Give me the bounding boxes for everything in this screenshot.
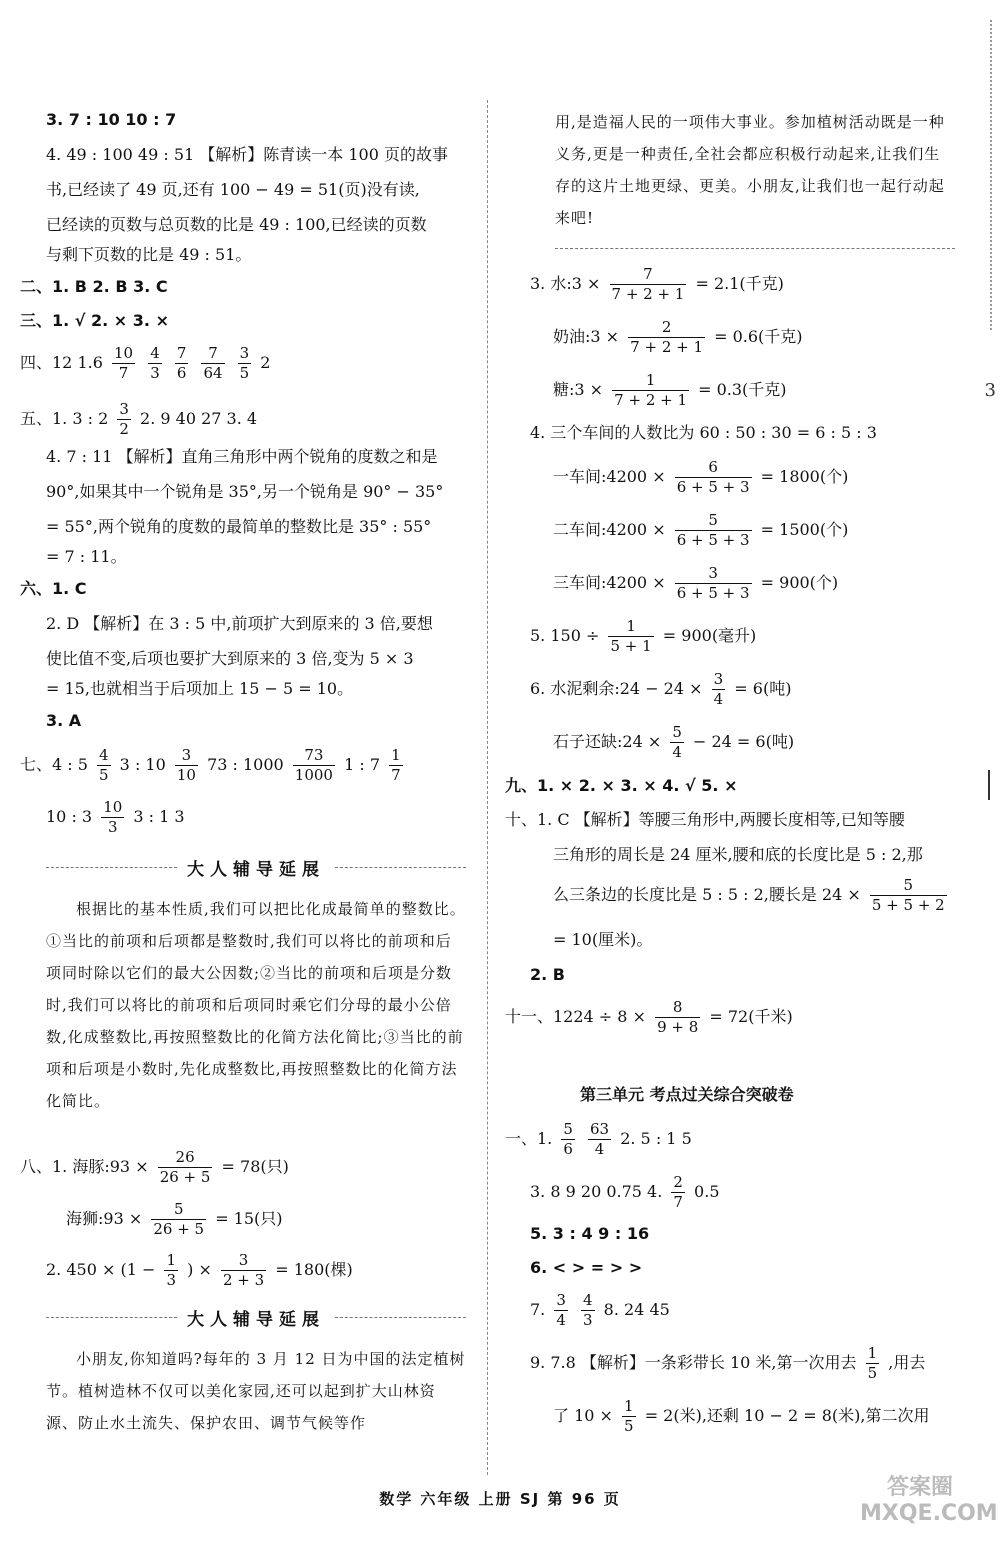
text: 2. 450 × (1 − (46, 1260, 156, 1279)
numerator: 4 (583, 1291, 593, 1309)
guidance-box-title (46, 855, 466, 880)
answer-line: 二、1. B 2. B 3. C (20, 277, 168, 296)
edge-dots (990, 20, 992, 330)
text: 6. 水泥剩余:24 − 24 × (530, 679, 703, 698)
text: = 900(个) (760, 573, 839, 592)
numerator: 1 (867, 1344, 878, 1362)
answer-line: 3. 7 : 10 10 : 7 (46, 110, 177, 129)
fraction (221, 1253, 266, 1288)
fraction (148, 346, 162, 381)
fraction (712, 672, 726, 707)
denominator: 1000 (294, 766, 333, 784)
text: 2. 9 40 27 3. 4 (140, 409, 258, 428)
denominator: 5 (99, 766, 109, 784)
fraction (293, 748, 335, 783)
denominator: 6 (176, 364, 187, 382)
text: = 180(棵) (275, 1260, 353, 1279)
answer-line-fractions (20, 346, 270, 381)
fraction (675, 460, 752, 495)
fraction (655, 1000, 700, 1035)
fraction (97, 748, 111, 783)
text: = 1800(个) (760, 467, 849, 486)
answer-line: 三、1. √ 2. × 3. × (20, 311, 169, 330)
guidance-text: 小朋友,你知道吗?每年的 3 月 12 日为中国的法定植树节。植树造林不仅可以美化家园,还可以起到扩大山林资源、防止水土流失、保护农田、调节气候等作 (46, 1350, 466, 1432)
answer-line-fractions (20, 402, 257, 437)
numerator: 1 (624, 1397, 634, 1415)
answer-line-fractions (530, 267, 784, 302)
text: 3 : 1 3 (133, 807, 185, 826)
denominator: 4 (556, 1311, 566, 1329)
text: 三车间:4200 × (553, 573, 666, 592)
fraction (581, 1293, 595, 1328)
answer-line: 已经读的页数与总页数的比是 49 : 100,已经读的页数 (46, 215, 427, 234)
denominator: 7 (118, 364, 129, 382)
denominator: 4 (594, 1140, 605, 1158)
fraction (610, 267, 687, 302)
fraction (628, 320, 705, 355)
numerator: 63 (590, 1120, 610, 1138)
answer-line: 书,已经读了 49 页,还有 100 − 49 = 51(页)没有读, (46, 180, 420, 199)
answer-line-fractions (505, 1122, 692, 1157)
numerator: 4 (150, 344, 160, 362)
answer-line: 三角形的周长是 24 厘米,腰和底的长度比是 5 : 2,那 (553, 845, 923, 864)
fraction (201, 346, 224, 381)
fraction (164, 1253, 178, 1288)
answer-line: 4. 7 : 11 【解析】直角三角形中两个锐角的度数之和是 (46, 447, 438, 466)
text: 四、12 1.6 (20, 353, 103, 372)
fraction (671, 1175, 685, 1210)
denominator: 3 (107, 818, 118, 836)
numerator: 7 (201, 346, 224, 364)
denominator: 5 + 5 + 2 (871, 896, 945, 914)
text: = 78(只) (221, 1157, 289, 1176)
numerator: 7 (176, 344, 187, 362)
answer-line-fractions (46, 800, 185, 835)
answer-line-fractions (530, 1293, 670, 1328)
denominator: 7 + 2 + 1 (630, 338, 704, 356)
text: = 6(吨) (734, 679, 792, 698)
answer-line: 使比值不变,后项也要扩大到原来的 3 倍,变为 5 × 3 (46, 649, 414, 668)
answer-line-fractions (553, 878, 951, 913)
dashed-rule (555, 248, 955, 249)
denominator: 5 (239, 364, 250, 382)
fraction (608, 619, 653, 654)
fraction (112, 346, 135, 381)
text: = 0.6(千克) (714, 327, 803, 346)
answer-line-fractions (553, 460, 848, 495)
text: = 900(毫升) (662, 626, 757, 645)
denominator: 7 (673, 1193, 683, 1211)
answer-line-fractions (553, 320, 803, 355)
text: 了 10 × (553, 1406, 613, 1425)
answer-line: = 10(厘米)。 (553, 930, 653, 949)
answer-line-fractions (46, 1253, 353, 1288)
fraction (622, 1399, 636, 1434)
answer-line-fractions (20, 748, 407, 783)
numerator: 4 (99, 746, 109, 764)
guidance-text: 根据比的基本性质,我们可以把比化成最简单的整数比。①当比的前项和后项都是整数时,我们可以将比的前项和后项同时除以它们的最大公因数;②当比的前项和后项是分数时,我们可以将比的前项和后项同时乘它们分母的最小公倍数,化成整数比,再按照整数比的化简方法化简比;③当比的前项和后项是小数时,先化成整数比,再按照整数比的化简方法化简比。 (46, 900, 466, 1110)
numerator: 10 (114, 344, 134, 362)
dashed-rule (335, 867, 466, 868)
guidance-title: 大人辅导延展 (187, 860, 325, 880)
numerator: 3 (119, 400, 129, 418)
fraction (151, 1202, 206, 1237)
numerator: 1 (166, 1251, 177, 1269)
watermark-logo: 答案圈 MXQE.COM (860, 1475, 998, 1526)
answer-line-fractions (20, 1150, 289, 1185)
text: 五、1. 3 : 2 (20, 409, 109, 428)
fraction (588, 1122, 611, 1157)
fraction (870, 878, 947, 913)
text: 海狮:93 × (66, 1209, 143, 1228)
numerator: 3 (175, 748, 198, 766)
text: 0.5 (694, 1182, 720, 1201)
text: 么三条边的长度比是 5 : 5 : 2,腰长是 24 × (553, 885, 861, 904)
text: = 0.3(千克) (698, 380, 787, 399)
text: 十一、1224 ÷ 8 × (505, 1007, 646, 1026)
text: 3. 水:3 × (530, 274, 601, 293)
text: 3. 8 9 20 0.75 4. (530, 1182, 663, 1201)
dashed-rule (46, 867, 177, 868)
fraction (238, 346, 252, 381)
denominator: 7 + 2 + 1 (611, 285, 685, 303)
numerator: 3 (239, 344, 250, 362)
text: 73 : 1000 (207, 755, 284, 774)
numerator: 2 (673, 1173, 683, 1191)
answer-line-fractions (553, 513, 848, 548)
fraction (612, 373, 689, 408)
dashed-rule (46, 1317, 177, 1318)
numerator: 3 (713, 670, 724, 688)
guidance-box-title (46, 1305, 466, 1330)
denominator: 7 (391, 766, 401, 784)
text: 一、1. (505, 1129, 553, 1148)
numerator: 1 (612, 373, 689, 391)
text: 奶油:3 × (553, 327, 620, 346)
denominator: 26 + 5 (153, 1220, 205, 1238)
text: 2. 5 : 1 5 (620, 1129, 692, 1148)
answer-line: 2. D 【解析】在 3 : 5 中,前项扩大到原来的 3 倍,要想 (46, 614, 433, 633)
answer-line: 4. 49 : 100 49 : 51 【解析】陈青读一本 100 页的故事 (46, 145, 448, 164)
text: 3 : 10 (119, 755, 166, 774)
fraction (158, 1150, 213, 1185)
answer-line-fractions (553, 1399, 929, 1434)
denominator: 7 + 2 + 1 (614, 391, 688, 409)
denominator: 6 + 5 + 3 (676, 584, 750, 602)
denominator: 6 + 5 + 3 (676, 478, 750, 496)
page-footer: 数学 六年级 上册 SJ 第 96 页 (379, 1490, 621, 1508)
denominator: 5 (867, 1364, 878, 1382)
denominator: 26 + 5 (159, 1168, 211, 1186)
denominator: 5 + 1 (610, 637, 652, 655)
text: 8. 24 45 (603, 1300, 670, 1319)
answer-line-fractions (530, 1346, 925, 1381)
numerator: 5 (675, 513, 752, 531)
fraction (675, 513, 752, 548)
guidance-title: 大人辅导延展 (187, 1310, 325, 1330)
denominator: 10 (176, 766, 196, 784)
answer-line-fractions (530, 1175, 720, 1210)
numerator: 1 (608, 619, 653, 637)
denominator: 4 (713, 690, 724, 708)
numerator: 6 (675, 460, 752, 478)
numerator: 5 (151, 1202, 206, 1220)
answer-line-fractions (553, 566, 838, 601)
text: 二车间:4200 × (553, 520, 666, 539)
fraction (670, 725, 684, 760)
dashed-rule (335, 1317, 466, 1318)
answer-line: 与剩下页数的比是 49 : 51。 (46, 245, 252, 264)
text: 7. (530, 1300, 546, 1319)
fraction (175, 346, 189, 381)
text: = 1500(个) (760, 520, 849, 539)
fraction (866, 1346, 880, 1381)
answer-line: 十、1. C 【解析】等腰三角形中,两腰长度相等,已知等腰 (505, 810, 905, 829)
fraction (675, 566, 752, 601)
answer-line: 2. B (530, 965, 565, 984)
denominator: 3 (166, 1271, 177, 1289)
answer-line-fractions (66, 1202, 283, 1237)
numerator: 3 (556, 1291, 566, 1309)
text: = 72(千米) (709, 1007, 793, 1026)
column-divider (487, 100, 488, 1475)
answer-line: = 55°,两个锐角的度数的最简单的整数比是 35° : 55° (46, 517, 432, 536)
numerator: 3 (675, 566, 752, 584)
text: ,用去 (888, 1353, 926, 1372)
answer-line: 六、1. C (20, 579, 87, 598)
numerator: 5 (563, 1120, 573, 1138)
text: 八、1. 海豚:93 × (20, 1157, 149, 1176)
answer-line-fractions (530, 619, 756, 654)
denominator: 2 (119, 420, 129, 438)
text: = 2.1(千克) (695, 274, 784, 293)
answer-line: 3. A (46, 711, 82, 730)
text: 一车间:4200 × (553, 467, 666, 486)
numerator: 8 (655, 1000, 700, 1018)
numerator: 2 (628, 320, 705, 338)
answer-line: 6. < > = > > (530, 1258, 643, 1277)
text: = 15(只) (215, 1209, 283, 1228)
answer-line: 90°,如果其中一个锐角是 35°,另一个锐角是 90° − 35° (46, 482, 444, 501)
text: 石子还缺:24 × (553, 732, 662, 751)
answer-line: 4. 三个车间的人数比为 60 : 50 : 30 = 6 : 5 : 3 (530, 423, 877, 442)
denominator: 3 (583, 1311, 593, 1329)
answer-line-fractions (530, 672, 791, 707)
fraction (117, 402, 131, 437)
answer-line: 5. 3 : 4 9 : 16 (530, 1224, 650, 1243)
denominator: 5 (624, 1417, 634, 1435)
denominator: 2 + 3 (222, 1271, 265, 1289)
fraction (389, 748, 403, 783)
denominator: 3 (150, 364, 160, 382)
text: 2 (260, 353, 271, 372)
edge-bracket (988, 770, 990, 800)
denominator: 4 (672, 743, 682, 761)
fraction (554, 1293, 568, 1328)
denominator: 6 + 5 + 3 (676, 531, 750, 549)
text: 10 : 3 (46, 807, 93, 826)
numerator: 73 (293, 748, 335, 766)
fraction (101, 800, 124, 835)
text: 七、4 : 5 (20, 755, 88, 774)
answer-line: = 15,也就相当于后项加上 15 − 5 = 10。 (46, 679, 354, 698)
denominator: 64 (203, 364, 223, 382)
text: = 2(米),还剩 10 − 2 = 8(米),第二次用 (644, 1406, 930, 1425)
text: − 24 = 6(吨) (692, 732, 795, 751)
text: 1 : 7 (344, 755, 380, 774)
numerator: 3 (221, 1253, 266, 1271)
section-title: 第三单元 考点过关综合突破卷 (580, 1085, 794, 1104)
answer-line-fractions (553, 725, 794, 760)
answer-line-fractions (553, 373, 787, 408)
text: 5. 150 ÷ (530, 626, 600, 645)
denominator: 6 (563, 1140, 573, 1158)
numerator: 5 (870, 878, 947, 896)
numerator: 26 (158, 1150, 213, 1168)
fraction (175, 748, 198, 783)
edge-mark: 3 (984, 380, 996, 401)
numerator: 5 (672, 723, 682, 741)
answer-line-fractions (505, 1000, 793, 1035)
denominator: 9 + 8 (657, 1018, 699, 1036)
fraction (561, 1122, 575, 1157)
numerator: 10 (103, 798, 123, 816)
answer-line: 九、1. × 2. × 3. × 4. √ 5. × (505, 776, 738, 795)
text: 9. 7.8 【解析】一条彩带长 10 米,第一次用去 (530, 1353, 857, 1372)
guidance-text-continued: 用,是造福人民的一项伟大事业。参加植树活动既是一种义务,更是一种责任,全社会都应积极行动起来,让我们生存的这片土地更绿、更美。小朋友,让我们也一起行动起来吧! (555, 113, 945, 227)
answer-line: = 7 : 11。 (46, 547, 127, 566)
numerator: 7 (610, 267, 687, 285)
text: 糖:3 × (553, 380, 604, 399)
numerator: 1 (391, 746, 401, 764)
text: ) × (187, 1260, 212, 1279)
